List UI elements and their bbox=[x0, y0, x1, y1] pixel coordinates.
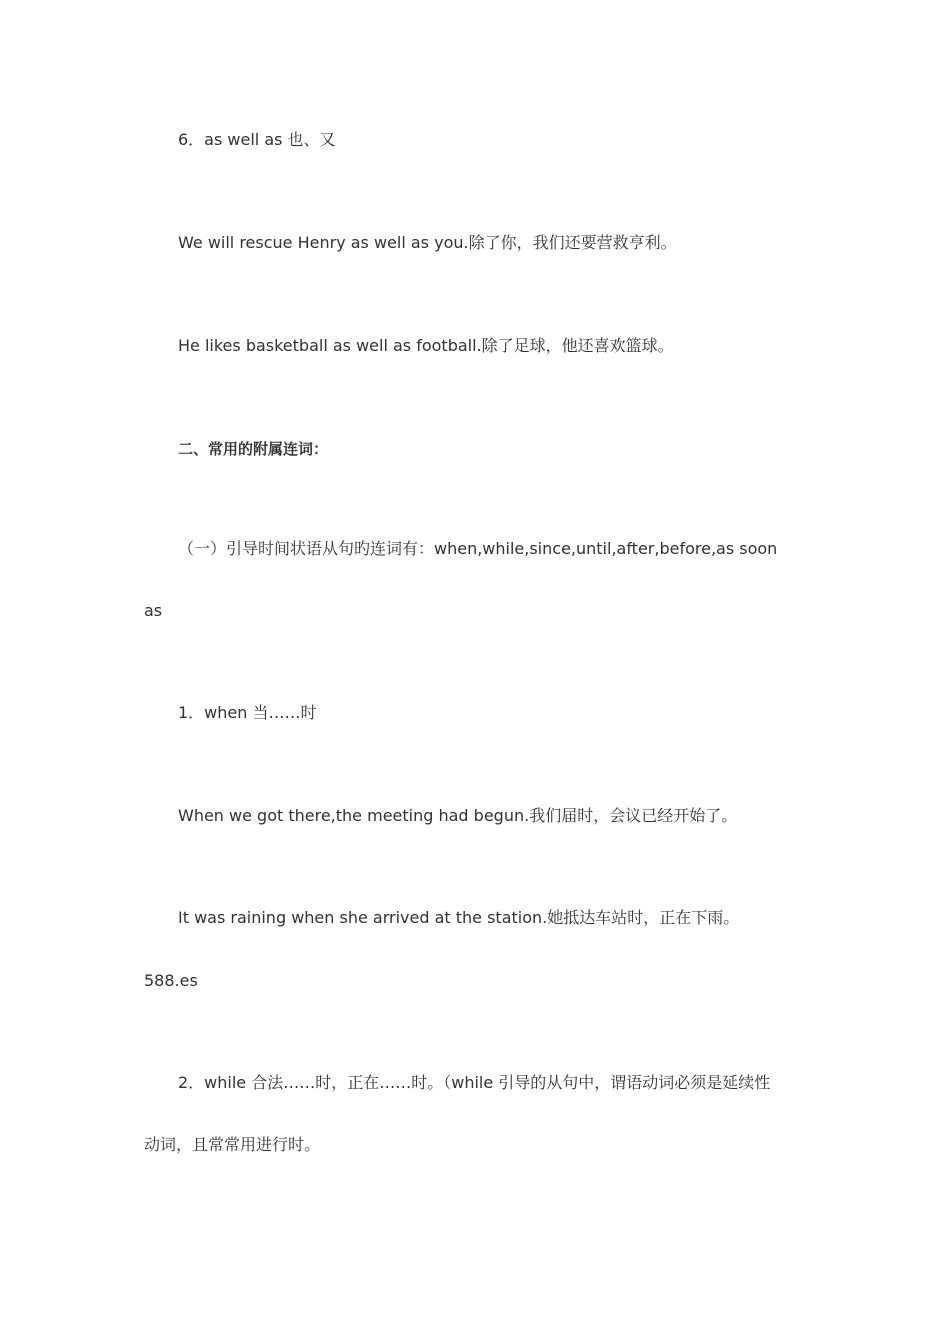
item-while: 2．while 合法……时，正在……时。（while 引导的从句中，谓语动词必须是延续性 bbox=[178, 1073, 771, 1092]
section-heading-subordinating-conjunctions: 二、常用的附属连词： bbox=[178, 440, 329, 458]
example-meeting-begun: When we got there,the meeting had begun.我们届时，会议已经开始了。 bbox=[178, 806, 738, 825]
example-rescue-henry: We will rescue Henry as well as you.除了你，我们还要营救亨利。 bbox=[178, 233, 677, 252]
subsection-time-clause-conjunctions-cont: as bbox=[144, 601, 163, 620]
item-as-well-as: 6．as well as 也、又 bbox=[178, 130, 336, 149]
example-raining-station: It was raining when she arrived at the station.她抵达车站时，正在下雨。 bbox=[178, 908, 740, 927]
example-basketball: He likes basketball as well as football.除了足球，他还喜欢篮球。 bbox=[178, 336, 674, 355]
item-while-cont: 动词，且常常用进行时。 bbox=[144, 1135, 321, 1154]
item-when: 1．when 当……时 bbox=[178, 703, 317, 722]
subsection-time-clause-conjunctions: （一）引导时间状语从句旳连词有：when,while,since,until,after,before,as soon bbox=[178, 539, 778, 558]
stray-text: 588.es bbox=[144, 971, 198, 990]
